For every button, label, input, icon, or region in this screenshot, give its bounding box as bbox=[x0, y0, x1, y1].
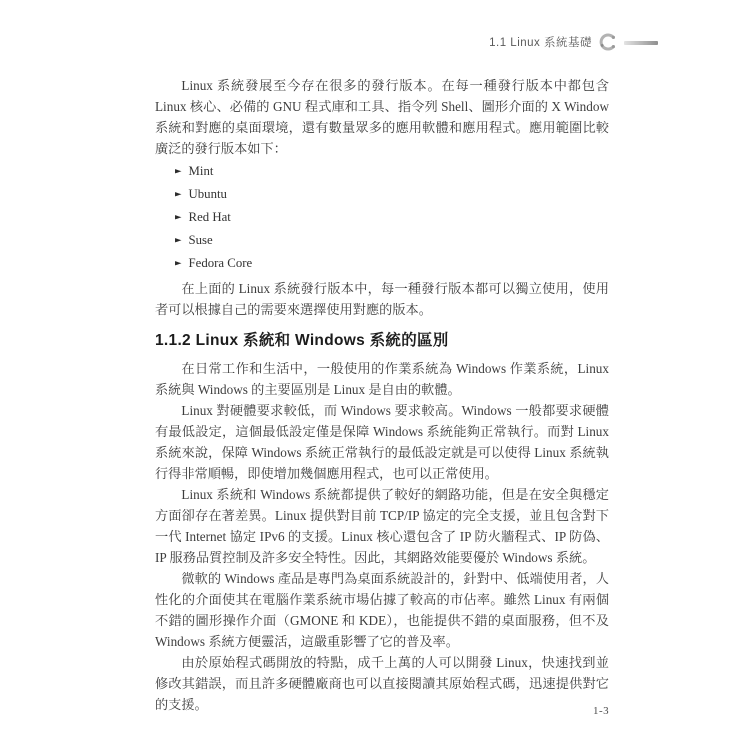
triangle-bullet-icon: ► bbox=[175, 212, 182, 223]
running-head-title: 1.1 Linux 系統基礎 bbox=[489, 37, 592, 49]
list-item bbox=[175, 230, 609, 253]
ring-logo-icon bbox=[597, 31, 619, 53]
list-item-label: Ubuntu bbox=[188, 187, 227, 201]
paragraph-network: Linux 系統和 Windows 系統都提供了較好的網路功能，但是在安全與穩定方面卻存在著差異。Linux 提供對目前 TCP/IP 協定的完全支援，並且包含對下一代 Internet 協定 IPv6 的支援。Linux 核心還包含了 IP 防火牆程式、IP 防偽、IP 服務品質控制及許多安全特性。因此，其網路效能要優於 Windows 系統。 bbox=[155, 487, 609, 565]
list-item bbox=[175, 184, 609, 207]
paragraph-intro: Linux 系統發展至今存在很多的發行版本。在每一種發行版本中都包含 Linux 核心、必備的 GNU 程式庫和工具、指令列 Shell、圖形介面的 X Window 系統和對應的桌面環境，還有數量眾多的應用軟體和應用程式。應用範圍比較廣泛的發行版本如下： bbox=[155, 78, 609, 156]
paragraph-after-list: 在上面的 Linux 系統發行版本中，每一種發行版本都可以獨立使用，使用者可以根據自己的需要來選擇使用對應的版本。 bbox=[155, 281, 609, 317]
triangle-bullet-icon: ► bbox=[175, 235, 182, 246]
paragraph-desktop: 微軟的 Windows 產品是專門為桌面系統設計的，針對中、低端使用者，人性化的介面使其在電腦作業系統市場佔據了較高的市佔率。雖然 Linux 有兩個不錯的圖形操作介面（GMONE 和 KDE），也能提供不錯的桌面服務，但不及 Windows 系統方便靈活，這嚴重影響了它的普及率。 bbox=[155, 571, 609, 649]
triangle-bullet-icon: ► bbox=[175, 166, 182, 177]
distro-list bbox=[155, 161, 609, 276]
list-item-label: Suse bbox=[188, 233, 213, 247]
triangle-bullet-icon: ► bbox=[175, 189, 182, 200]
paragraph-hardware: Linux 對硬體要求較低，而 Windows 要求較高。Windows 一般都要求硬體有最低設定，這個最低設定僅是保障 Windows 系統能夠正常執行。而對 Linux 系統來說，保障 Windows 系統正常執行的最低設定就是可以使得 Linux 系統執行得非常順暢，即使增加幾個應用程式，也可以正常使用。 bbox=[155, 403, 609, 481]
list-item bbox=[175, 207, 609, 230]
triangle-bullet-icon: ► bbox=[175, 258, 182, 269]
paragraph-opensource: 由於原始程式碼開放的特點，成千上萬的人可以開發 Linux，快速找到並修改其錯誤，而且許多硬體廠商也可以直接閱讀其原始程式碼，迅速提供對它的支援。 bbox=[155, 655, 609, 712]
list-item bbox=[175, 253, 609, 276]
paragraph-daily-use: 在日常工作和生活中，一般使用的作業系統為 Windows 作業系統，Linux 系統與 Windows 的主要區別是 Linux 是自由的軟體。 bbox=[155, 361, 609, 397]
list-item-label: Mint bbox=[188, 164, 214, 178]
list-item-label: Red Hat bbox=[188, 210, 231, 224]
list-item-label: Fedora Core bbox=[188, 256, 253, 270]
page-number: 1-3 bbox=[593, 705, 610, 717]
page-content bbox=[155, 75, 609, 715]
page-header bbox=[0, 31, 658, 53]
section-heading-1-1-2: 1.1.2 Linux 系統和 Windows 系統的區別 bbox=[155, 332, 449, 349]
list-item bbox=[175, 161, 609, 184]
header-rule bbox=[624, 41, 658, 45]
